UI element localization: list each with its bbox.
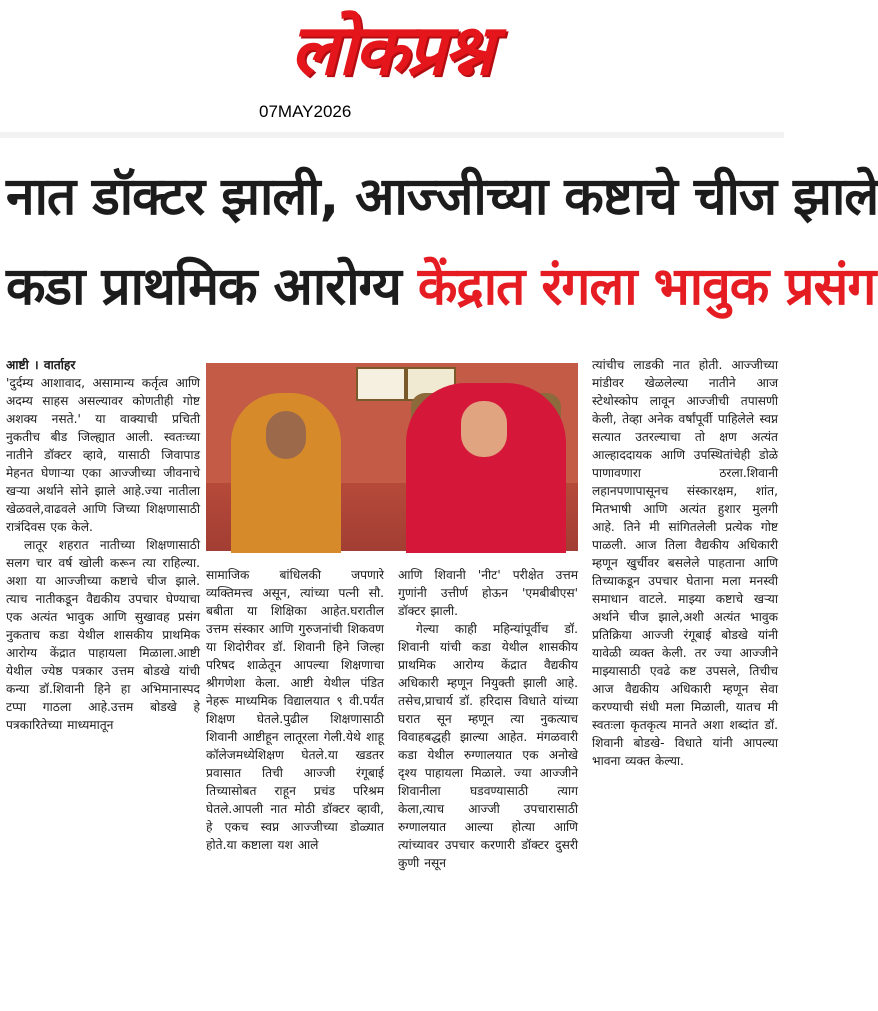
headline-line-2-black: कडा प्राथमिक आरोग्य [6, 257, 418, 317]
paragraph: सामाजिक बांधिलकी जपणारे व्यक्तिमत्त्व असून, त्यांच्या पत्नी सौ. बबीता या शिक्षिका आहेत.घरातील उत्तम संस्कार आणि गुरुजनांची शिकवण या शिदोरीवर डॉ. शिवानी हिने जिल्हा परिषद शाळेतून आपल्या शिक्षणाचा श्रीगणेशा केला. आष्टी येथील पंडित नेहरू माध्यमिक विद्यालयात ९ वी.पर्यंत शिक्षण घेतले.पुढील शिक्षणासाठी शिवानी आष्टीहून लातूरला गेली.येथे शाहू कॉलेजमध्येशिक्षण घेतले.या खडतर प्रवासात तिची आज्जी रंगूबाई तिच्यासोबत राहून प्रचंड परिश्रम घेतले.आपली नात मोठी डॉक्टर व्हावी, हे एकच स्वप्न आज्जीच्या डोळ्यात होते.या कष्टाला यश आले [206, 568, 384, 852]
doctor-face [461, 401, 507, 457]
wall-frame [356, 367, 406, 401]
doctor-figure [406, 383, 566, 553]
byline: आष्टी । वार्ताहर [6, 358, 76, 372]
paragraph: आणि शिवानी 'नीट' परीक्षेत उत्तम गुणांनी उत्तीर्ण होऊन 'एमबीबीएस' डॉक्टर झाली. [398, 568, 578, 618]
article-column-3 [398, 566, 578, 872]
article-photo [206, 363, 578, 551]
headline-line-2 [6, 252, 876, 322]
paragraph: गेल्या काही महिन्यांपूर्वीच डॉ. शिवानी यांची कडा येथील शासकीय प्राथमिक आरोग्य केंद्रात वैद्यकीय अधिकारी म्हणून नियुक्ती झाली आहे. तसेच,प्राचार्य डॉ. हरिदास विधाते यांच्या घरात सून म्हणून त्या नुकत्याच विवाहबद्धही झाल्या आहेत. मंगळवारी कडा येथील रुग्णालयात एक अनोखे दृश्य पाहायला मिळाले. ज्या आज्जीने शिवानीला घडवण्यासाठी त्याग केला,त्याच आज्जी उपचारासाठी रुग्णालयात आल्या होत्या आणि त्यांच्यावर उपचार करणारी डॉक्टर दुसरी कुणी नसून [398, 622, 578, 870]
grandmother-figure [231, 393, 341, 553]
article-column-1 [6, 356, 200, 734]
masthead [0, 0, 784, 130]
headline-line-1: नात डॉक्टर झाली, आज्जीच्या कष्टाचे चीज झाले [6, 167, 878, 227]
paragraph: 'दुर्दम्य आशावाद, असामान्य कर्तृत्व आणि अदम्य साहस असल्यावर कोणतीही गोष्ट अशक्य नसते.' या वाक्याची प्रचिती नुकतीच बीड जिल्ह्यात आली. स्वतःच्या नातीने डॉक्टर व्हावे, यासाठी जिवापाड मेहनत घेणाऱ्या एका आज्जीच्या जीवनाचे खऱ्या अर्थाने सोने झाले आहे.ज्या नातीला खेळवले,वाढवले आणि जिच्या शिक्षणासाठी रात्रंदिवस एक केले. [6, 376, 200, 534]
article-column-4 [592, 356, 778, 770]
headline-line-2-red: केंद्रात रंगला भावुक प्रसंग [417, 257, 876, 317]
newspaper-logo: लोकप्रश्न [290, 9, 492, 91]
grandmother-face [266, 411, 306, 459]
masthead-divider [0, 132, 784, 138]
article-column-2 [206, 566, 384, 854]
edition-date: 07MAY2026 [259, 102, 352, 121]
paragraph: त्यांचीच लाडकी नात होती. आज्जीच्या मांडीवर खेळलेल्या नातीने आज स्टेथोस्कोप लावून आज्जीची तपासणी केली, तेव्हा अनेक वर्षांपूर्वी पाहिलेले स्वप्न सत्यात उतरल्याचा तो क्षण अत्यंत आल्हाददायक आणि उपस्थितांचेही डोळे पाणावणारा ठरला.शिवानी लहानपणापासूनच संस्कारक्षम, शांत, मितभाषी आणि अत्यंत हुशार मुलगी आहे. तिने मी सांगितलेली प्रत्येक गोष्ट पाळली. आज तिला वैद्यकीय अधिकारी म्हणून खुर्चीवर बसलेले पाहताना आणि तिच्याकडून उपचार घेताना मला मनस्वी समाधान वाटले. माझ्या कष्टाचे खऱ्या अर्थाने चीज झाले,अशी अत्यंत भावुक प्रतिक्रिया आज्जी रंगूबाई बोडखे यांनी यावेळी व्यक्त केली. तर ज्या आज्जीने माझ्यासाठी एवढे कष्ट उपसले, तिचीच आज वैद्यकीय अधिकारी म्हणून सेवा करण्याची संधी मला मिळाली, यातच मी स्वतःला कृतकृत्य मानते अशा शब्दांत डॉ. शिवानी बोडखे- विधाते यांनी आपल्या भावना व्यक्त केल्या. [592, 358, 778, 768]
paragraph: लातूर शहरात नातीच्या शिक्षणासाठी सलग चार वर्ष खोली करून त्या राहिल्या. अशा या आज्जीच्या कष्टाचे चीज झाले. त्याच नातीकडून वैद्यकीय उपचार घेण्याचा एक अत्यंत भावुक आणि सुखावह प्रसंग नुकताच कडा येथील शासकीय प्राथमिक आरोग्य केंद्रात पाहायला मिळाला.आष्टी येथील ज्येष्ठ पत्रकार उत्तम बोडखे यांची कन्या डॉ.शिवानी हिने हा अभिमानास्पद टप्पा गाठला आहे.उत्तम बोडखे हे पत्रकारितेच्या माध्यमातून [6, 538, 200, 732]
